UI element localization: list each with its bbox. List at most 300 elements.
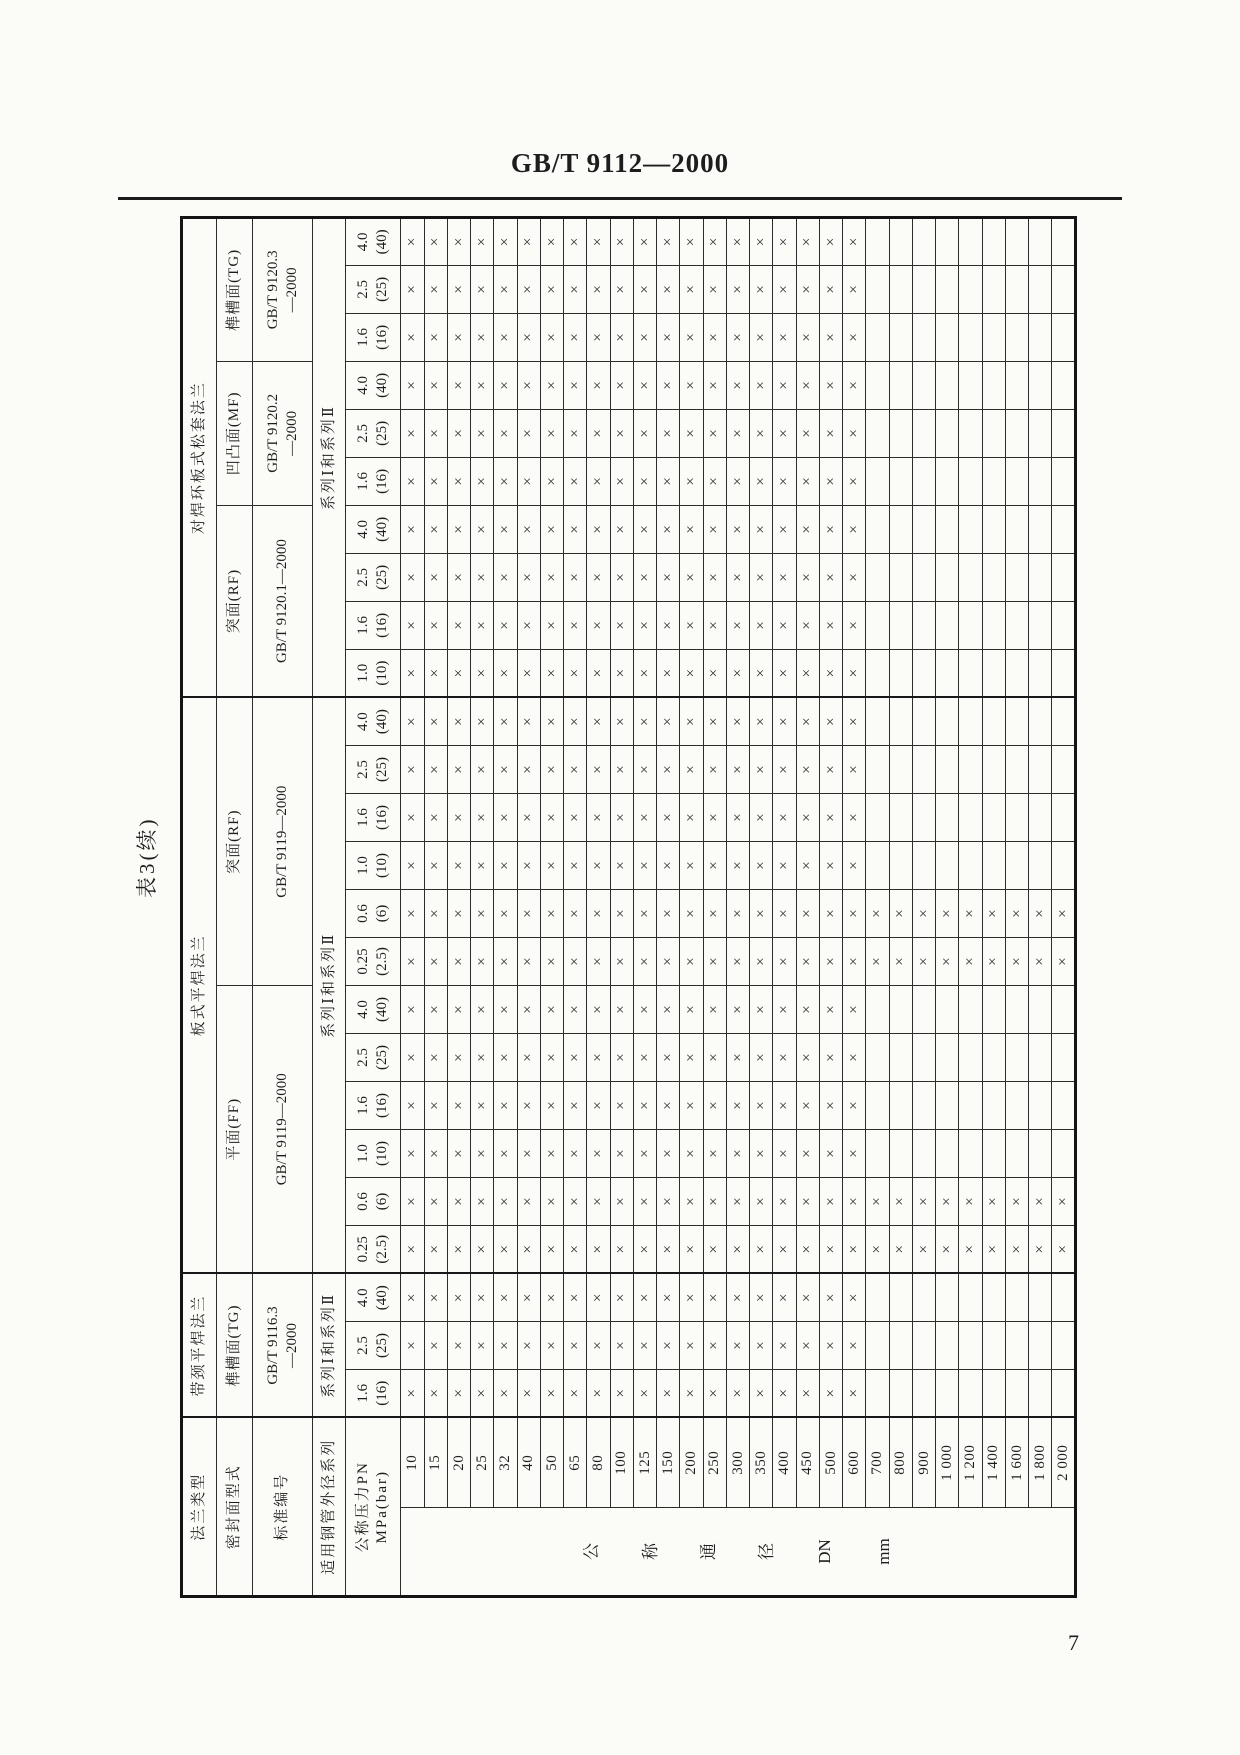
- mark-cell: ×: [819, 697, 842, 745]
- mark-cell: [912, 1081, 935, 1129]
- mark-cell: ×: [843, 409, 866, 457]
- mark-cell: ×: [936, 1177, 959, 1225]
- mark-cell: [959, 457, 982, 505]
- mark-cell: ×: [1005, 937, 1028, 985]
- mark-cell: ×: [517, 985, 540, 1033]
- mark-cell: ×: [726, 841, 749, 889]
- mark-cell: ×: [401, 841, 424, 889]
- dn-value-cell: 500: [819, 1417, 842, 1507]
- mark-cell: ×: [819, 1177, 842, 1225]
- mark-cell: [936, 649, 959, 697]
- mark-cell: [959, 553, 982, 601]
- mark-cell: [1005, 841, 1028, 889]
- mark-cell: [866, 1129, 889, 1177]
- mark-cell: ×: [471, 601, 494, 649]
- mark-cell: ×: [703, 937, 726, 985]
- mark-cell: ×: [703, 1033, 726, 1081]
- mark-cell: ×: [703, 745, 726, 793]
- dn-value-cell: 350: [750, 1417, 773, 1507]
- mark-cell: ×: [819, 1273, 842, 1321]
- dn-value-cell: 2 000: [1052, 1417, 1076, 1507]
- face-type-header-label: 密封面型式: [217, 1417, 252, 1596]
- mark-cell: ×: [657, 601, 680, 649]
- mark-cell: ×: [517, 1369, 540, 1417]
- mark-cell: ×: [494, 505, 517, 553]
- mark-cell: [936, 1273, 959, 1321]
- mark-cell: ×: [1005, 1225, 1028, 1273]
- mark-cell: ×: [564, 217, 587, 265]
- mark-cell: ×: [424, 841, 447, 889]
- mark-cell: [1029, 1033, 1052, 1081]
- mark-cell: ×: [680, 1129, 703, 1177]
- mark-cell: [982, 1129, 1005, 1177]
- pressure-cell: 1.6 (16): [345, 1081, 401, 1129]
- mark-cell: ×: [540, 553, 563, 601]
- mark-cell: ×: [657, 985, 680, 1033]
- mark-cell: ×: [657, 793, 680, 841]
- mark-cell: ×: [447, 505, 470, 553]
- mark-cell: ×: [657, 1321, 680, 1369]
- mark-cell: ×: [773, 649, 796, 697]
- mark-cell: [982, 217, 1005, 265]
- mark-cell: ×: [657, 889, 680, 937]
- mark-cell: ×: [401, 793, 424, 841]
- mark-cell: [936, 1081, 959, 1129]
- pressure-cell: 2.5 (25): [345, 1321, 401, 1369]
- mark-cell: ×: [471, 1225, 494, 1273]
- mark-cell: ×: [726, 1225, 749, 1273]
- mark-cell: ×: [633, 313, 656, 361]
- mark-cell: ×: [912, 1177, 935, 1225]
- mark-cell: ×: [447, 1177, 470, 1225]
- mark-cell: [912, 265, 935, 313]
- dn-value-cell: 100: [610, 1417, 633, 1507]
- mark-cell: ×: [401, 361, 424, 409]
- dn-axis-label-char: DN: [815, 1539, 835, 1564]
- mark-cell: ×: [703, 361, 726, 409]
- mark-cell: ×: [982, 889, 1005, 937]
- mark-cell: ×: [819, 1081, 842, 1129]
- mark-cell: ×: [703, 985, 726, 1033]
- mark-cell: ×: [796, 505, 819, 553]
- mark-cell: ×: [773, 409, 796, 457]
- mark-cell: [1052, 553, 1076, 601]
- mark-cell: ×: [843, 889, 866, 937]
- pressure-cell: 2.5 (25): [345, 553, 401, 601]
- mark-cell: ×: [819, 889, 842, 937]
- dn-value-cell: 65: [564, 1417, 587, 1507]
- mark-cell: ×: [633, 1321, 656, 1369]
- mark-cell: ×: [447, 1369, 470, 1417]
- mark-cell: ×: [819, 313, 842, 361]
- dn-value-cell: 80: [587, 1417, 610, 1507]
- mark-cell: ×: [982, 1177, 1005, 1225]
- mark-cell: ×: [564, 1321, 587, 1369]
- mark-cell: [889, 649, 912, 697]
- mark-cell: ×: [843, 265, 866, 313]
- mark-cell: ×: [517, 265, 540, 313]
- mark-cell: ×: [447, 889, 470, 937]
- mark-cell: ×: [726, 361, 749, 409]
- mark-cell: ×: [424, 409, 447, 457]
- mark-cell: ×: [633, 601, 656, 649]
- mark-cell: ×: [726, 937, 749, 985]
- mark-cell: ×: [540, 361, 563, 409]
- mark-cell: ×: [587, 841, 610, 889]
- mark-cell: ×: [750, 217, 773, 265]
- mark-cell: ×: [424, 505, 447, 553]
- mark-cell: [912, 601, 935, 649]
- mark-cell: ×: [471, 217, 494, 265]
- mark-cell: ×: [517, 937, 540, 985]
- pressure-cell: 0.6 (6): [345, 889, 401, 937]
- mark-cell: ×: [517, 841, 540, 889]
- mark-cell: ×: [843, 1033, 866, 1081]
- mark-cell: [866, 841, 889, 889]
- mark-cell: ×: [843, 1273, 866, 1321]
- mark-cell: ×: [773, 313, 796, 361]
- mark-cell: ×: [889, 1225, 912, 1273]
- mark-cell: ×: [633, 697, 656, 745]
- mark-cell: [866, 217, 889, 265]
- flange-type-cell: 对焊环板式松套法兰: [182, 217, 217, 697]
- mark-cell: ×: [843, 1321, 866, 1369]
- mark-cell: [959, 361, 982, 409]
- mark-cell: ×: [517, 1321, 540, 1369]
- mark-cell: ×: [610, 1273, 633, 1321]
- mark-cell: ×: [633, 1225, 656, 1273]
- mark-cell: ×: [610, 217, 633, 265]
- mark-cell: ×: [587, 985, 610, 1033]
- mark-cell: [959, 601, 982, 649]
- mark-cell: ×: [750, 265, 773, 313]
- mark-cell: [1052, 1321, 1076, 1369]
- mark-cell: ×: [494, 985, 517, 1033]
- mark-cell: [912, 649, 935, 697]
- mark-cell: ×: [657, 1369, 680, 1417]
- mark-cell: [866, 265, 889, 313]
- mark-cell: ×: [750, 985, 773, 1033]
- mark-cell: [1029, 841, 1052, 889]
- mark-cell: [866, 1033, 889, 1081]
- flange-type-cell: 板式平焊法兰: [182, 697, 217, 1273]
- mark-cell: [1005, 1273, 1028, 1321]
- mark-cell: ×: [819, 553, 842, 601]
- pressure-cell: 2.5 (25): [345, 745, 401, 793]
- mark-cell: ×: [726, 505, 749, 553]
- mark-cell: ×: [726, 1321, 749, 1369]
- mark-cell: ×: [610, 265, 633, 313]
- mark-cell: ×: [517, 1273, 540, 1321]
- mark-cell: ×: [564, 841, 587, 889]
- mark-cell: [936, 409, 959, 457]
- mark-cell: ×: [447, 697, 470, 745]
- mark-cell: ×: [703, 601, 726, 649]
- dn-axis-label-char: 公: [582, 1543, 602, 1560]
- sealing-face-cell: 凹凸面(MF): [217, 361, 252, 505]
- mark-cell: ×: [680, 745, 703, 793]
- mark-cell: ×: [819, 457, 842, 505]
- mark-cell: [889, 361, 912, 409]
- mark-cell: ×: [471, 265, 494, 313]
- mark-cell: ×: [424, 793, 447, 841]
- mark-cell: ×: [424, 745, 447, 793]
- mark-cell: [912, 985, 935, 1033]
- mark-cell: ×: [726, 1081, 749, 1129]
- mark-cell: ×: [773, 601, 796, 649]
- mark-cell: ×: [750, 409, 773, 457]
- mark-cell: [936, 1033, 959, 1081]
- mark-cell: ×: [587, 889, 610, 937]
- mark-cell: ×: [680, 313, 703, 361]
- mark-cell: ×: [819, 601, 842, 649]
- mark-cell: [889, 601, 912, 649]
- mark-cell: [936, 265, 959, 313]
- mark-cell: [889, 985, 912, 1033]
- mark-cell: [912, 553, 935, 601]
- mark-cell: ×: [494, 697, 517, 745]
- mark-cell: [866, 361, 889, 409]
- mark-cell: ×: [401, 1369, 424, 1417]
- mark-cell: ×: [796, 1177, 819, 1225]
- mark-cell: [1029, 745, 1052, 793]
- mark-cell: ×: [633, 793, 656, 841]
- mark-cell: ×: [540, 1225, 563, 1273]
- mark-cell: [959, 265, 982, 313]
- mark-cell: ×: [471, 409, 494, 457]
- mark-cell: ×: [889, 937, 912, 985]
- mark-cell: ×: [587, 1321, 610, 1369]
- mark-cell: ×: [540, 1321, 563, 1369]
- mark-cell: [889, 457, 912, 505]
- mark-cell: ×: [843, 697, 866, 745]
- mark-cell: ×: [424, 1225, 447, 1273]
- mark-cell: [1005, 697, 1028, 745]
- mark-cell: ×: [750, 361, 773, 409]
- mark-cell: [1052, 457, 1076, 505]
- mark-cell: ×: [703, 1273, 726, 1321]
- mark-cell: ×: [517, 505, 540, 553]
- mark-cell: ×: [773, 361, 796, 409]
- mark-cell: ×: [494, 217, 517, 265]
- mark-cell: [936, 697, 959, 745]
- mark-cell: ×: [587, 745, 610, 793]
- mark-cell: ×: [424, 1033, 447, 1081]
- mark-cell: [1029, 553, 1052, 601]
- mark-cell: ×: [750, 1033, 773, 1081]
- mark-cell: ×: [564, 1033, 587, 1081]
- mark-cell: ×: [657, 1225, 680, 1273]
- mark-cell: [866, 697, 889, 745]
- header-rule: [118, 197, 1122, 200]
- mark-cell: ×: [564, 697, 587, 745]
- mark-cell: ×: [773, 1225, 796, 1273]
- mark-cell: ×: [564, 793, 587, 841]
- mark-cell: ×: [796, 217, 819, 265]
- mark-cell: [959, 313, 982, 361]
- mark-cell: ×: [447, 217, 470, 265]
- mark-cell: [866, 985, 889, 1033]
- mark-cell: [1052, 1369, 1076, 1417]
- mark-cell: [866, 1321, 889, 1369]
- mark-cell: [889, 505, 912, 553]
- mark-cell: [1052, 1273, 1076, 1321]
- mark-cell: [866, 505, 889, 553]
- mark-cell: ×: [564, 1369, 587, 1417]
- mark-cell: ×: [819, 1129, 842, 1177]
- rotated-table-wrapper: [180, 216, 1077, 1598]
- mark-cell: ×: [819, 1369, 842, 1417]
- mark-cell: ×: [657, 1177, 680, 1225]
- mark-cell: ×: [610, 553, 633, 601]
- mark-cell: ×: [424, 1177, 447, 1225]
- mark-cell: ×: [540, 409, 563, 457]
- mark-cell: ×: [726, 553, 749, 601]
- mark-cell: ×: [750, 313, 773, 361]
- mark-cell: ×: [494, 1081, 517, 1129]
- mark-cell: ×: [889, 889, 912, 937]
- mark-cell: ×: [471, 1273, 494, 1321]
- mark-cell: ×: [447, 361, 470, 409]
- mark-cell: [1005, 409, 1028, 457]
- mark-cell: ×: [471, 313, 494, 361]
- dn-value-cell: 900: [912, 1417, 935, 1507]
- mark-cell: [912, 1129, 935, 1177]
- mark-cell: ×: [424, 1129, 447, 1177]
- mark-cell: ×: [517, 409, 540, 457]
- mark-cell: ×: [540, 1033, 563, 1081]
- mark-cell: ×: [610, 1081, 633, 1129]
- mark-cell: [959, 697, 982, 745]
- mark-cell: ×: [471, 697, 494, 745]
- mark-cell: ×: [587, 1129, 610, 1177]
- mark-cell: ×: [633, 1129, 656, 1177]
- mark-cell: ×: [1029, 937, 1052, 985]
- mark-cell: ×: [936, 889, 959, 937]
- mark-cell: [1005, 793, 1028, 841]
- mark-cell: [1029, 505, 1052, 553]
- mark-cell: ×: [447, 745, 470, 793]
- mark-cell: ×: [447, 457, 470, 505]
- mark-cell: ×: [517, 217, 540, 265]
- mark-cell: ×: [750, 889, 773, 937]
- mark-cell: ×: [1052, 937, 1076, 985]
- mark-cell: ×: [401, 217, 424, 265]
- mark-cell: ×: [587, 265, 610, 313]
- mark-cell: ×: [471, 793, 494, 841]
- mark-cell: ×: [703, 793, 726, 841]
- mark-cell: ×: [564, 1081, 587, 1129]
- mark-cell: ×: [843, 217, 866, 265]
- mark-cell: [912, 1369, 935, 1417]
- page-number: 7: [1068, 1630, 1079, 1655]
- mark-cell: ×: [773, 265, 796, 313]
- mark-cell: ×: [819, 217, 842, 265]
- mark-cell: ×: [843, 985, 866, 1033]
- mark-cell: ×: [726, 409, 749, 457]
- mark-cell: ×: [517, 1225, 540, 1273]
- mark-cell: ×: [494, 1273, 517, 1321]
- mark-cell: [1005, 265, 1028, 313]
- mark-cell: ×: [773, 937, 796, 985]
- mark-cell: ×: [843, 1177, 866, 1225]
- mark-cell: ×: [726, 313, 749, 361]
- mark-cell: ×: [657, 1273, 680, 1321]
- mark-cell: ×: [796, 361, 819, 409]
- mark-cell: ×: [564, 505, 587, 553]
- mark-cell: ×: [424, 985, 447, 1033]
- mark-cell: ×: [424, 361, 447, 409]
- sealing-face-cell: 平面(FF): [217, 985, 252, 1273]
- mark-cell: ×: [471, 553, 494, 601]
- mark-cell: ×: [447, 793, 470, 841]
- mark-cell: ×: [750, 505, 773, 553]
- mark-cell: [936, 985, 959, 1033]
- pressure-cell: 2.5 (25): [345, 1033, 401, 1081]
- mark-cell: ×: [564, 457, 587, 505]
- dn-value-cell: 300: [726, 1417, 749, 1507]
- mark-cell: [912, 505, 935, 553]
- table-caption: 表3(续): [135, 816, 159, 898]
- mark-cell: [1029, 457, 1052, 505]
- mark-cell: [982, 505, 1005, 553]
- mark-cell: ×: [750, 697, 773, 745]
- mark-cell: ×: [796, 1081, 819, 1129]
- mark-cell: ×: [517, 361, 540, 409]
- mark-cell: ×: [587, 1081, 610, 1129]
- mark-cell: [866, 745, 889, 793]
- mark-cell: ×: [401, 937, 424, 985]
- mark-cell: ×: [680, 505, 703, 553]
- mark-cell: [959, 793, 982, 841]
- mark-cell: ×: [796, 697, 819, 745]
- mark-cell: ×: [796, 1321, 819, 1369]
- mark-cell: [889, 841, 912, 889]
- mark-cell: ×: [517, 649, 540, 697]
- pressure-cell: 1.0 (10): [345, 1129, 401, 1177]
- mark-cell: [959, 649, 982, 697]
- mark-cell: ×: [843, 505, 866, 553]
- mark-cell: ×: [750, 841, 773, 889]
- mark-cell: [936, 457, 959, 505]
- mark-cell: [866, 649, 889, 697]
- mark-cell: ×: [796, 1225, 819, 1273]
- mark-cell: ×: [610, 1321, 633, 1369]
- mark-cell: ×: [517, 793, 540, 841]
- pipe-series-cell: 系列Ⅰ和系列Ⅱ: [313, 217, 345, 697]
- mark-cell: ×: [401, 649, 424, 697]
- mark-cell: ×: [843, 649, 866, 697]
- mark-cell: [1052, 313, 1076, 361]
- mark-cell: [936, 1129, 959, 1177]
- mark-cell: ×: [726, 745, 749, 793]
- mark-cell: ×: [587, 1273, 610, 1321]
- mark-cell: ×: [796, 265, 819, 313]
- mark-cell: ×: [401, 1129, 424, 1177]
- mark-cell: ×: [471, 649, 494, 697]
- mark-cell: [889, 313, 912, 361]
- mark-cell: ×: [703, 409, 726, 457]
- mark-cell: ×: [657, 1033, 680, 1081]
- mark-cell: ×: [703, 649, 726, 697]
- mark-cell: ×: [494, 409, 517, 457]
- mark-cell: ×: [726, 649, 749, 697]
- mark-cell: ×: [773, 745, 796, 793]
- mark-cell: ×: [424, 1273, 447, 1321]
- flange-type-cell: 带颈平焊法兰: [182, 1273, 217, 1417]
- mark-cell: ×: [494, 361, 517, 409]
- mark-cell: ×: [773, 1273, 796, 1321]
